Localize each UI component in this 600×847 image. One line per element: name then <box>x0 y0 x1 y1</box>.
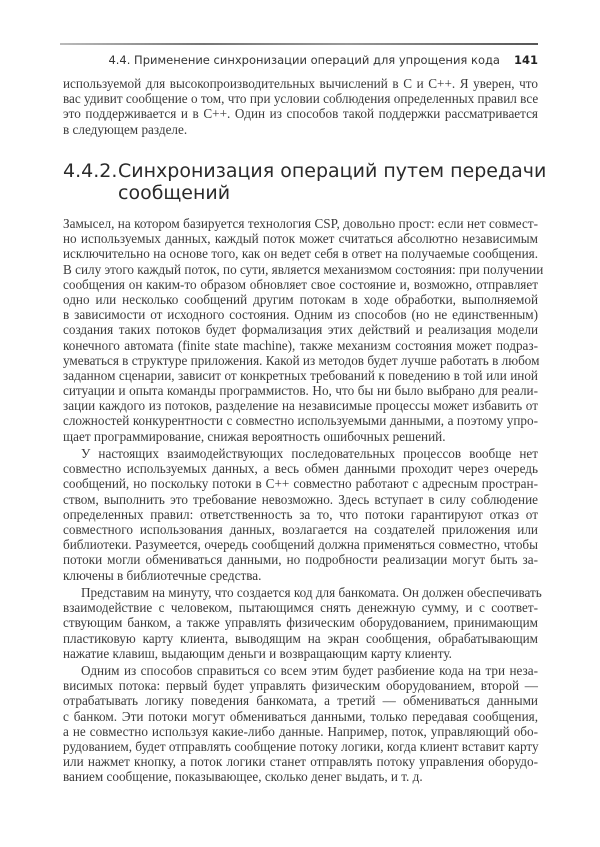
text-line: это поддерживается и в C++. Один из способов такой поддержки рассматривается <box>63 106 538 122</box>
text-line: Представим на минуту, что создается код для банкомата. Он должен обеспечивать <box>81 585 542 600</box>
paragraph-intro-continued <box>63 76 538 137</box>
text-line: щает программирование, снижая вероятность ошибочных решений. <box>63 428 446 444</box>
text-line: заданном сценарии, зависит от конкретных требований к поведению в той или иной <box>63 367 538 383</box>
text-line: но используемых данных, каждый поток может считаться абсолютно независимым <box>63 231 538 247</box>
text-line: Одним из способов справиться со всем этим будет разбиение кода на три неза- <box>81 663 538 678</box>
text-line: умеваться в структуре приложения. Какой из методов будет лучше работать в любом <box>63 352 540 368</box>
running-header <box>60 53 538 67</box>
text-line: висимых потока: первый будет управлять физическим оборудованием, второй — <box>63 678 538 694</box>
text-line: рудованием, будет отправлять сообщение потоку логики, когда клиент вставит карту <box>63 738 539 754</box>
section-title-line: Синхронизация операций путем передачи <box>118 160 547 182</box>
text-line: нажатие клавиш, выдающим деньги и возвращающим карту клиенту. <box>63 645 452 661</box>
section-title-line: сообщений <box>118 182 231 204</box>
text-line: отрабатывать логику поведения банкомата, а третий — обмениваться данными <box>63 693 538 709</box>
running-title: 4.4. Применение синхронизации операций для упрощения кода <box>108 53 500 67</box>
text-line: взаимодействие с человеком, пытающимся снять денежную сумму, и с соответ- <box>63 600 538 616</box>
paragraph-atm-threads <box>63 663 538 785</box>
text-line: ванием сообщение, показывающее, сколько денег выдать, и т. д. <box>63 769 423 785</box>
header-rule <box>60 43 538 45</box>
paragraph-csp-in-cpp <box>63 446 538 583</box>
text-line: совместного использования данных, возлагается на создателей приложения или <box>63 521 538 537</box>
text-line: используемой для высокопроизводительных вычислений в C и C++. Я уверен, что <box>63 76 538 91</box>
text-line: исключительно на основе того, как он ведет себя в ответ на получаемые сообщения. <box>63 246 538 262</box>
text-line: ключены в библиотечные средства. <box>63 567 262 583</box>
text-line: ствующим банком, а также управлять физическим оборудованием, принимающим <box>63 615 538 631</box>
text-line: с банком. Эти потоки могут обмениваться данными, только передавая сообщения, <box>63 708 538 724</box>
section-number: 4.4.2. <box>63 160 118 182</box>
text-line: совместно используемых данных, а весь обмен данными проходит через очередь <box>63 461 538 477</box>
text-line: Замысел, на котором базируется технология CSP, довольно прост: если нет совмест- <box>63 216 538 231</box>
text-line: или нажмет кнопку, а поток логики станет отправлять потоку управления оборудо- <box>63 754 538 770</box>
page-number: 141 <box>513 53 538 67</box>
text-line: сложностей конкурентности с совместно используемыми данными, а поэтому упро- <box>63 413 538 429</box>
text-line: в следующем разделе. <box>63 121 188 137</box>
text-line: В силу этого каждый поток, по сути, является механизмом состояния: при получении <box>63 261 544 277</box>
text-line: конечного автомата (finite state machine), также механизм состояния может подраз- <box>63 337 538 353</box>
text-line: одно или несколько сообщений другим потокам в ходе обработки, выполняемой <box>63 291 538 307</box>
text-line: вас удивит сообщение о том, что при условии соблюдения определенных правил все <box>63 91 539 107</box>
text-line: ством, выполнить это требование невозможно. Здесь вступает в силу соблюдение <box>63 491 538 507</box>
text-line: ситуации и опыта команды программистов. Но, что бы ни было выбрано для реали- <box>63 383 538 399</box>
text-line: сообщения он каким-то образом обновляет свое состояние и, возможно, отправляет <box>63 276 538 292</box>
text-line: а не совместно используя какие-либо данные. Например, поток, управляющий обо- <box>63 723 538 739</box>
text-line: библиотеки. Разумеется, очередь сообщений должна применяться совместно, чтобы <box>63 537 538 553</box>
text-line: пластиковую карту клиента, выводящим на экран сообщения, обрабатывающим <box>63 630 538 646</box>
text-line: потоки могли обмениваться данными, но подробности реализации могут быть за- <box>63 552 538 568</box>
paragraph-atm-example <box>63 585 542 661</box>
text-line: зации каждого из потоков, разделение на независимые процессы может избавить от <box>63 398 538 414</box>
text-line: сообщений, но поскольку потоки в C++ совместно работают с адресным простран- <box>63 476 538 492</box>
section-title <box>118 160 600 204</box>
text-line: в зависимости от исходного состояния. Одним из способов (но не единственным) <box>63 307 538 323</box>
section-heading <box>63 160 547 206</box>
text-line: создания таких потоков будет формализация этих действий и реализация модели <box>63 322 538 338</box>
text-line: определенных правил: ответственность за то, что потоки гарантируют отказ от <box>63 506 538 522</box>
text-line: У настоящих взаимодействующих последовательных процессов вообще нет <box>81 446 538 461</box>
paragraph-csp-concept <box>63 216 544 444</box>
